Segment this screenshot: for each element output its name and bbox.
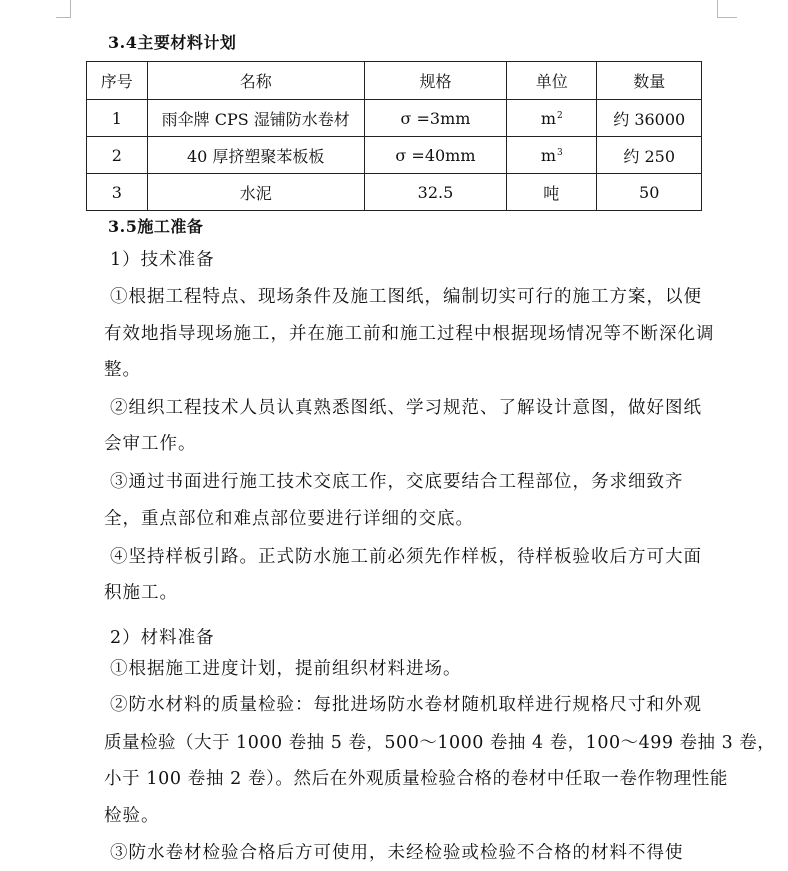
paragraph-line: 积施工。 [104,583,178,603]
paragraph-line: ①根据工程特点、现场条件及施工图纸，编制切实可行的施工方案，以便 [110,287,702,307]
section-heading-3-4: 3.4主要材料计划 [108,33,237,52]
header-cell: 规格 [364,62,506,100]
subheading-tech-prep: 1）技术准备 [110,250,215,270]
cell-name: 水泥 [147,174,364,211]
page-corner-mark [70,0,71,18]
cell-name: 40 厚挤塑聚苯板板 [147,137,364,174]
header-cell: 序号 [87,62,148,100]
section-heading-3-5: 3.5施工准备 [108,217,204,236]
cell-name: 雨伞牌 CPS 湿铺防水卷材 [147,100,364,137]
paragraph-line: ②组织工程技术人员认真熟悉图纸、学习规范、了解设计意图，做好图纸 [110,398,702,418]
unit-text: m [540,108,556,128]
cell-no: 1 [87,100,148,137]
paragraph-line: 会审工作。 [104,434,197,454]
page-corner-mark [717,0,718,18]
table-row [87,137,702,174]
cell-unit [507,174,597,211]
paragraph-line: ④坚持样板引路。正式防水施工前必须先作样板，待样板验收后方可大面 [110,547,702,567]
paragraph-line: 检验。 [104,806,160,826]
paragraph-line: 全，重点部位和难点部位要进行详细的交底。 [104,509,474,529]
unit-text: m [540,145,556,165]
cell-spec: 32.5 [364,174,506,211]
paragraph-line: 有效地指导现场施工，并在施工前和施工过程中根据现场情况等不断深化调 [104,324,715,344]
table-row [87,174,702,211]
paragraph-line: ①根据施工进度计划，提前组织材料进场。 [110,659,462,679]
cell-qty: 约 250 [597,137,702,174]
cell-unit [507,100,597,137]
cell-spec: σ =40mm [364,137,506,174]
paragraph-line: 小于 100 卷抽 2 卷）。然后在外观质量检验合格的卷材中任取一卷作物理性能 [104,769,728,789]
cell-no: 2 [87,137,148,174]
paragraph-line: 质量检验（大于 1000 卷抽 5 卷，500～1000 卷抽 4 卷，100～499 卷抽 3 卷， [104,733,776,753]
page-corner-mark [717,17,737,18]
header-cell: 单位 [507,62,597,100]
page-corner-mark [56,17,71,18]
cell-no: 3 [87,174,148,211]
subheading-material-prep: 2）材料准备 [110,628,215,648]
unit-superscript: 2 [557,110,563,121]
cell-qty: 50 [597,174,702,211]
unit-superscript: 3 [557,147,563,158]
materials-table [86,61,702,211]
paragraph-line: ②防水材料的质量检验：每批进场防水卷材随机取样进行规格尺寸和外观 [110,695,702,715]
table-header-row [87,62,702,100]
header-cell: 数量 [597,62,702,100]
paragraph-line: 整。 [104,360,141,380]
paragraph-line: ③防水卷材检验合格后方可使用，未经检验或检验不合格的材料不得使 [110,843,684,863]
cell-spec: σ =3mm [364,100,506,137]
cell-unit [507,137,597,174]
header-cell: 名称 [147,62,364,100]
paragraph-line: ③通过书面进行施工技术交底工作，交底要结合工程部位，务求细致齐 [110,472,684,492]
table-row [87,100,702,137]
cell-qty: 约 36000 [597,100,702,137]
unit-text: 吨 [543,183,560,203]
